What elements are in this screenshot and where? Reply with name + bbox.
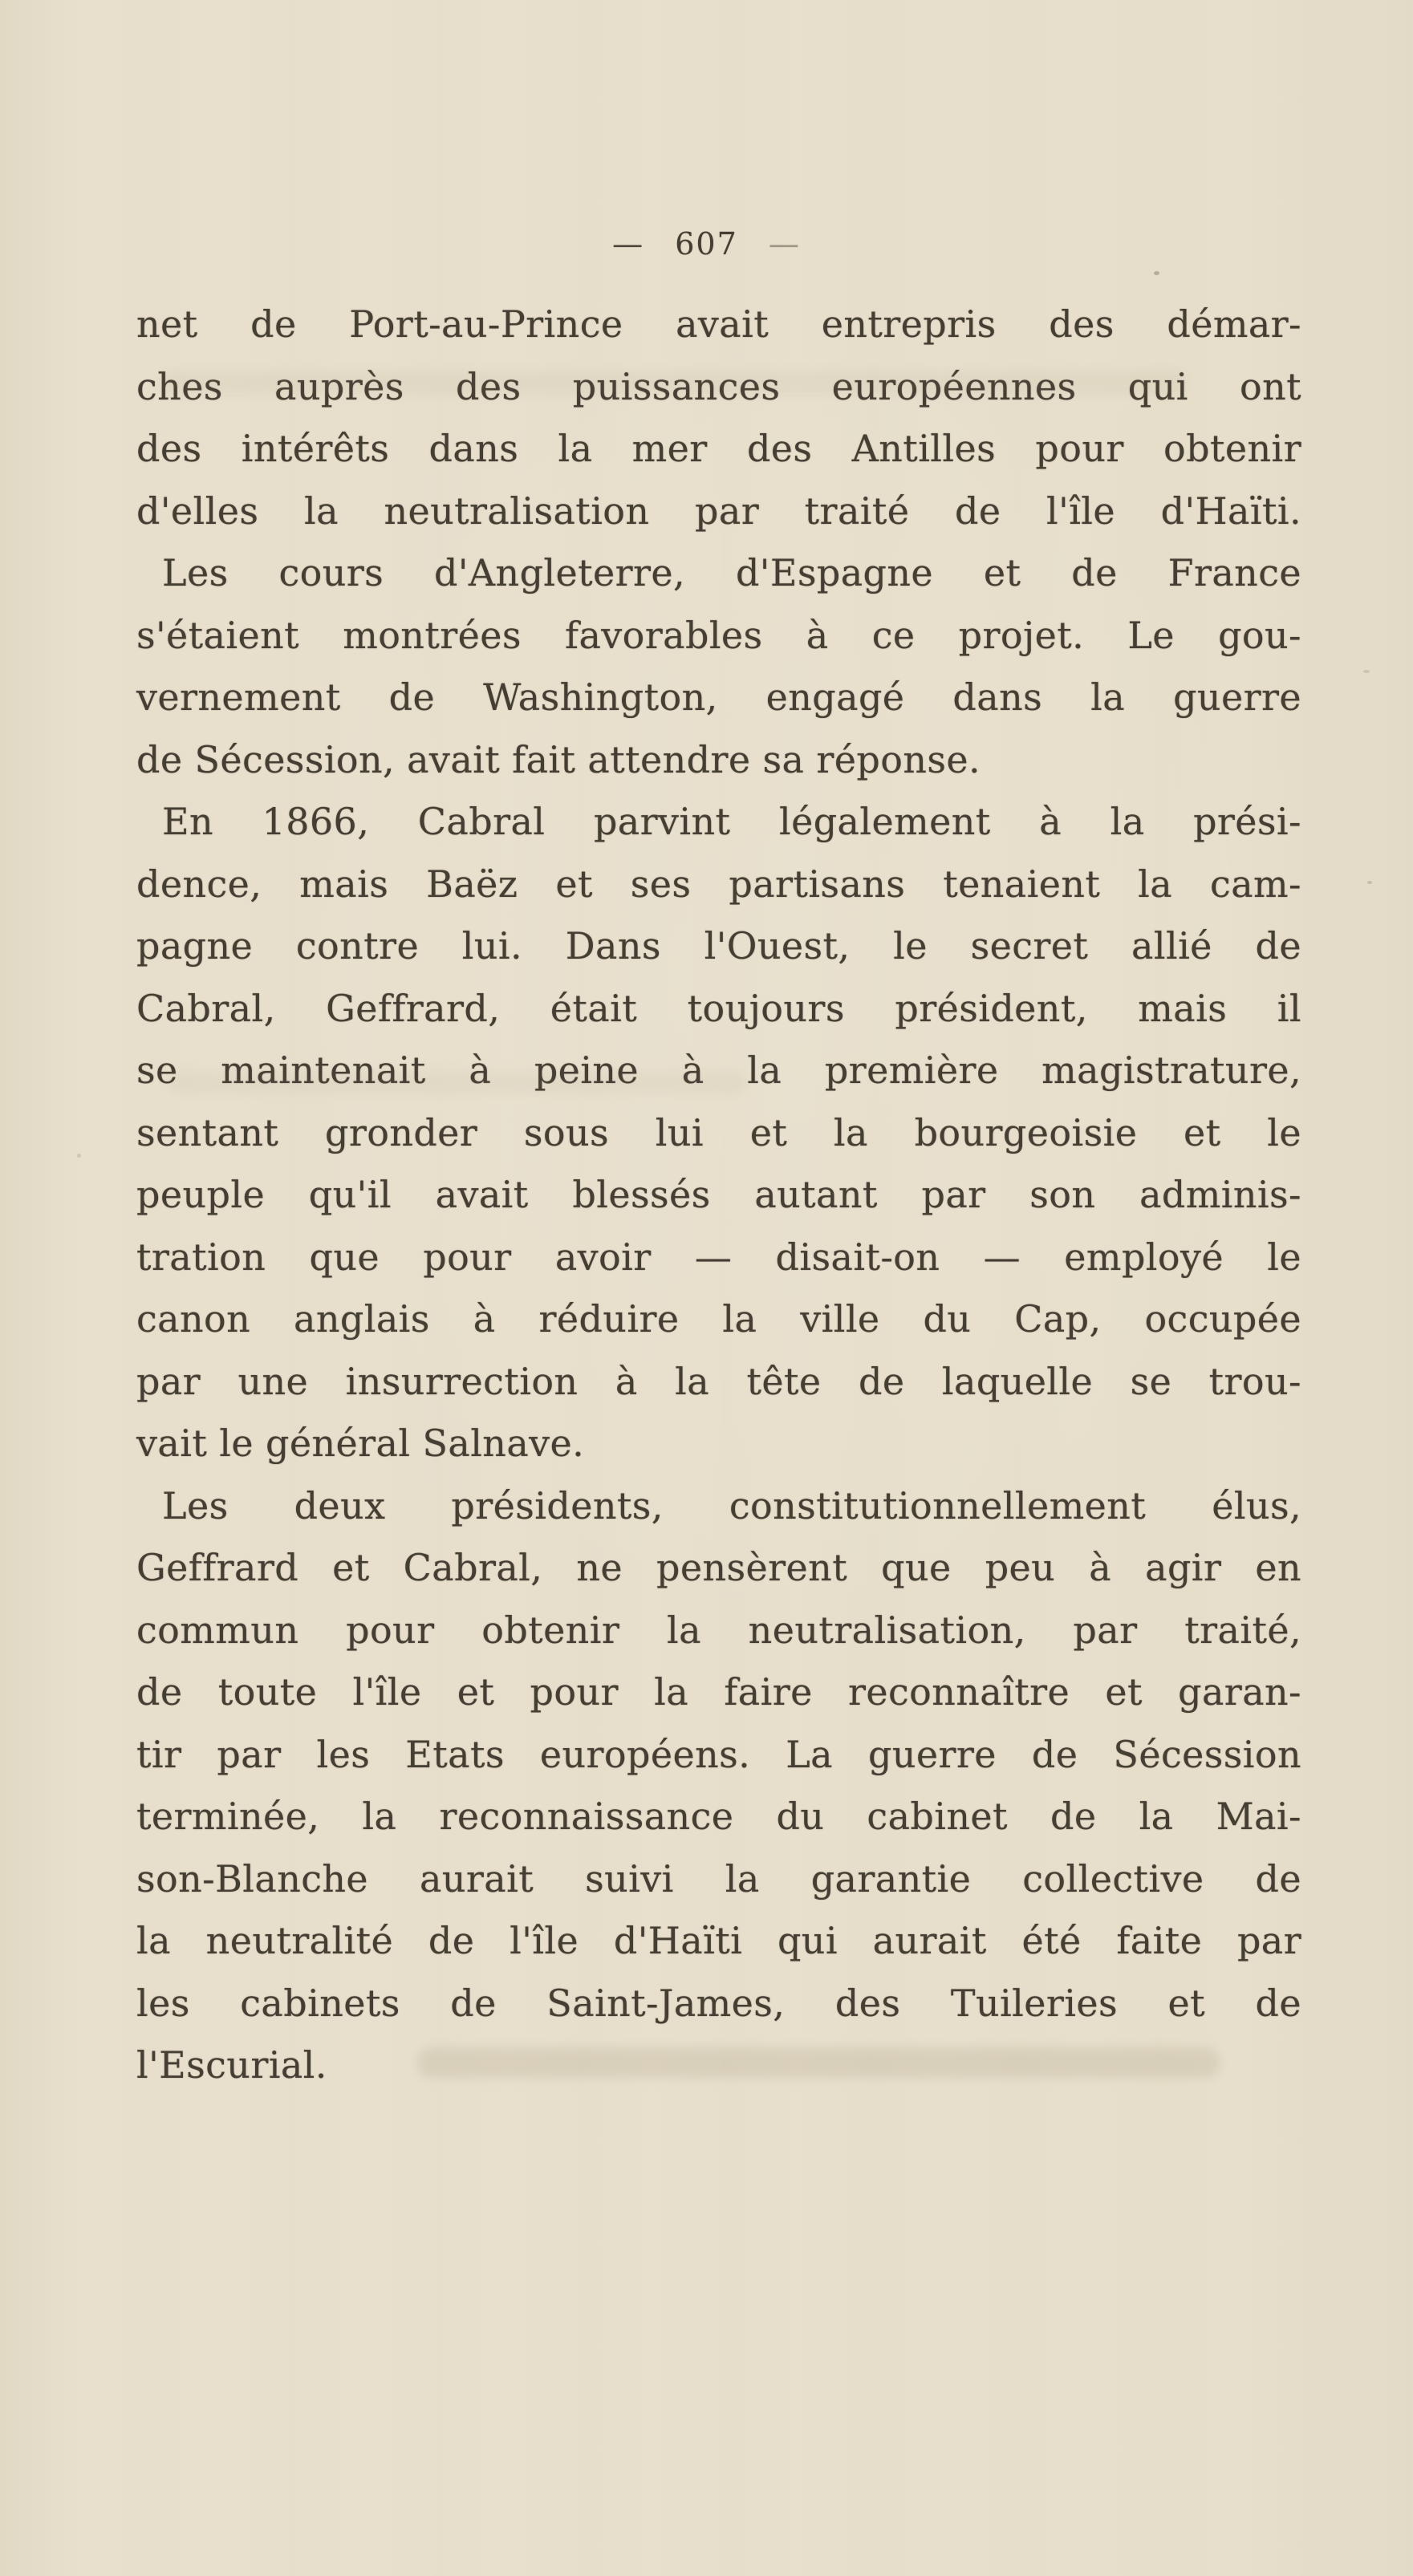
text-line: Geffrard et Cabral, ne pensèrent que peu à agir en bbox=[136, 1546, 1301, 1589]
paper-speck bbox=[77, 1154, 81, 1158]
paper-speck bbox=[1154, 271, 1159, 275]
text-line: de toute l'île et pour la faire reconnaître et garan- bbox=[136, 1670, 1301, 1714]
text-line: Les deux présidents, constitutionnellement élus, bbox=[162, 1483, 1301, 1527]
text-line: Cabral, Geffrard, était toujours président, mais il bbox=[136, 986, 1301, 1030]
page-number: 607 bbox=[675, 226, 738, 262]
text-line: ches auprès des puissances européennes qui ont bbox=[136, 364, 1301, 408]
text-line: vait le général Salnave. bbox=[136, 1422, 585, 1465]
text-line: commun pour obtenir la neutralisation, par traité, bbox=[136, 1608, 1301, 1652]
text-line: pagne contre lui. Dans l'Ouest, le secret allié de bbox=[136, 924, 1301, 968]
text-line: de Sécession, avait fait attendre sa réponse. bbox=[136, 737, 981, 781]
text-line: Les cours d'Angleterre, d'Espagne et de France bbox=[162, 551, 1301, 594]
text-line: par une insurrection à la tête de laquelle se trou- bbox=[136, 1359, 1301, 1403]
text-line: l'Escurial. bbox=[136, 2043, 327, 2087]
text-line: En 1866, Cabral parvint légalement à la prési- bbox=[162, 800, 1301, 843]
page-number-header bbox=[0, 226, 1413, 262]
body-text-block bbox=[136, 294, 1301, 2097]
text-line: terminée, la reconnaissance du cabinet de la Mai- bbox=[136, 1795, 1301, 1838]
header-left-dash: — bbox=[612, 226, 645, 262]
text-line: s'étaient montrées favorables à ce projet. Le gou- bbox=[136, 613, 1301, 657]
text-line: des intérêts dans la mer des Antilles pour obtenir bbox=[136, 427, 1301, 470]
text-line: vernement de Washington, engagé dans la guerre bbox=[136, 675, 1301, 719]
paper-speck bbox=[1367, 881, 1372, 884]
paper-speck bbox=[1363, 670, 1370, 673]
text-line: sentant gronder sous lui et la bourgeoisie et le bbox=[136, 1110, 1301, 1154]
text-line: peuple qu'il avait blessés autant par son adminis- bbox=[136, 1173, 1301, 1216]
text-line: se maintenait à peine à la première magistrature, bbox=[136, 1049, 1301, 1092]
text-line: dence, mais Baëz et ses partisans tenaient la cam- bbox=[136, 862, 1301, 906]
text-line: canon anglais à réduire la ville du Cap, occupée bbox=[136, 1297, 1301, 1341]
text-line: tir par les Etats européens. La guerre de Sécession bbox=[136, 1732, 1301, 1776]
text-line: son-Blanche aurait suivi la garantie collective de bbox=[136, 1856, 1301, 1901]
text-line: d'elles la neutralisation par traité de l'île d'Haïti. bbox=[136, 489, 1301, 533]
text-line: tration que pour avoir — disait-on — employé le bbox=[136, 1235, 1301, 1279]
text-line: la neutralité de l'île d'Haïti qui aurait été faite par bbox=[136, 1919, 1301, 1962]
text-line: net de Port-au-Prince avait entrepris des démar- bbox=[136, 302, 1301, 346]
text-line: les cabinets de Saint-James, des Tuileries et de bbox=[136, 1981, 1301, 2025]
header-right-dash: — bbox=[768, 226, 801, 262]
